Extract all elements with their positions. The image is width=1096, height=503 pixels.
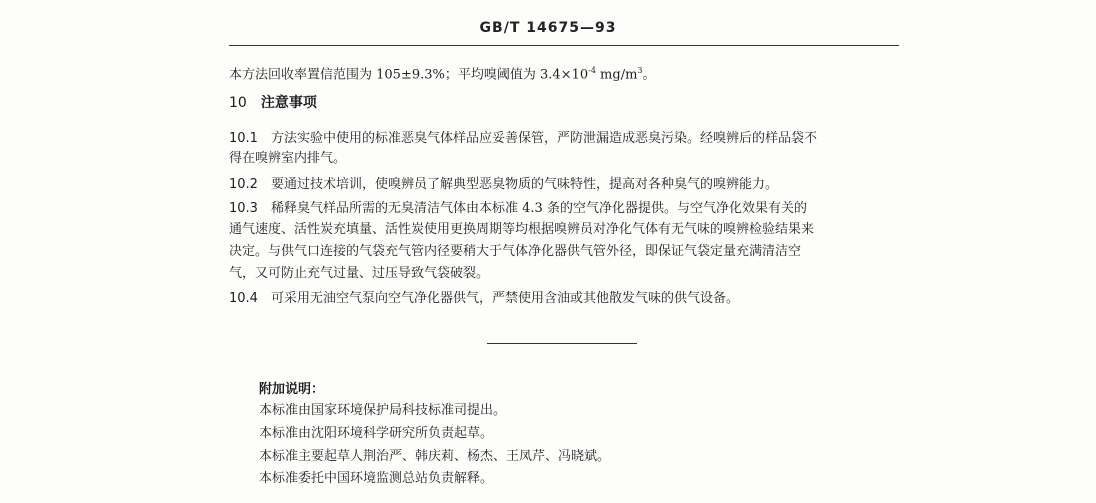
intro-text: 本方法回收率置信范围为 105±9.3%；平均嗅阈值为 3.4×10 — [229, 67, 589, 83]
intro-unit: mg/m — [595, 67, 638, 83]
section-number: 10 — [229, 95, 247, 111]
item-number: 10.4 — [229, 291, 258, 306]
item-text: 决定。与供气口连接的气袋充气管内径要稍大于气体净化器供气管外径，即保证气袋定量充满清洁空 — [229, 244, 802, 259]
additional-note-line: 本标准主要起草人荆治严、韩庆莉、杨杰、王凤芹、冯晓斌。 — [259, 449, 611, 464]
section-title: 注意事项 — [260, 95, 317, 111]
item-number: 10.1 — [229, 131, 258, 146]
additional-note-line: 本标准由沈阳环境科学研究所负责起草。 — [259, 426, 494, 441]
item-10-1-line-1 — [229, 130, 817, 147]
item-text: 可采用无油空气泵向空气净化器供气，严禁使用含油或其他散发气味的供气设备。 — [271, 291, 740, 306]
section-end-rule — [487, 343, 637, 344]
item-text: 气，又可防止充气过量、过压导致气袋破裂。 — [229, 266, 490, 281]
item-10-3-line-1 — [229, 200, 807, 217]
intro-exponent: -4 — [588, 66, 596, 75]
item-10-3-line-2 — [229, 221, 814, 238]
header-rule — [229, 45, 899, 46]
item-10-4-line-1 — [229, 290, 739, 307]
item-10-1-line-2 — [229, 150, 346, 167]
standard-code-header: GB/T 14675—93 — [479, 20, 617, 36]
intro-end: 。 — [642, 67, 656, 83]
additional-notes-title: 附加说明： — [259, 382, 325, 397]
item-text: 通气速度、活性炭充填量、活性炭使用更换周期等均根据嗅辨员对净化气体有无气味的嗅辨检验结果来 — [229, 222, 815, 237]
item-text: 要通过技术培训，使嗅辨员了解典型恶臭物质的气味特性，提高对各种臭气的嗅辨能力。 — [271, 177, 779, 192]
item-text: 得在嗅辨室内排气。 — [229, 151, 347, 166]
item-number: 10.2 — [229, 177, 258, 192]
item-10-3-line-3 — [229, 243, 801, 260]
section-heading — [229, 92, 317, 112]
item-text: 方法实验中使用的标准恶臭气体样品应妥善保管，严防泄漏造成恶臭污染。经嗅辨后的样品袋不 — [271, 131, 818, 146]
intro-paragraph — [229, 62, 656, 83]
item-10-2-line-1 — [229, 176, 778, 193]
item-text: 稀释臭气样品所需的无臭清洁气体由本标准 4.3 条的空气净化器提供。与空气净化效果有关的 — [271, 201, 807, 216]
intro-unit-exponent: 3 — [637, 66, 643, 75]
additional-note-line: 本标准由国家环境保护局科技标准司提出。 — [259, 403, 507, 418]
item-number: 10.3 — [229, 201, 258, 216]
additional-note-line: 本标准委托中国环境监测总站负责解释。 — [259, 471, 494, 486]
item-10-3-line-4 — [229, 265, 489, 282]
